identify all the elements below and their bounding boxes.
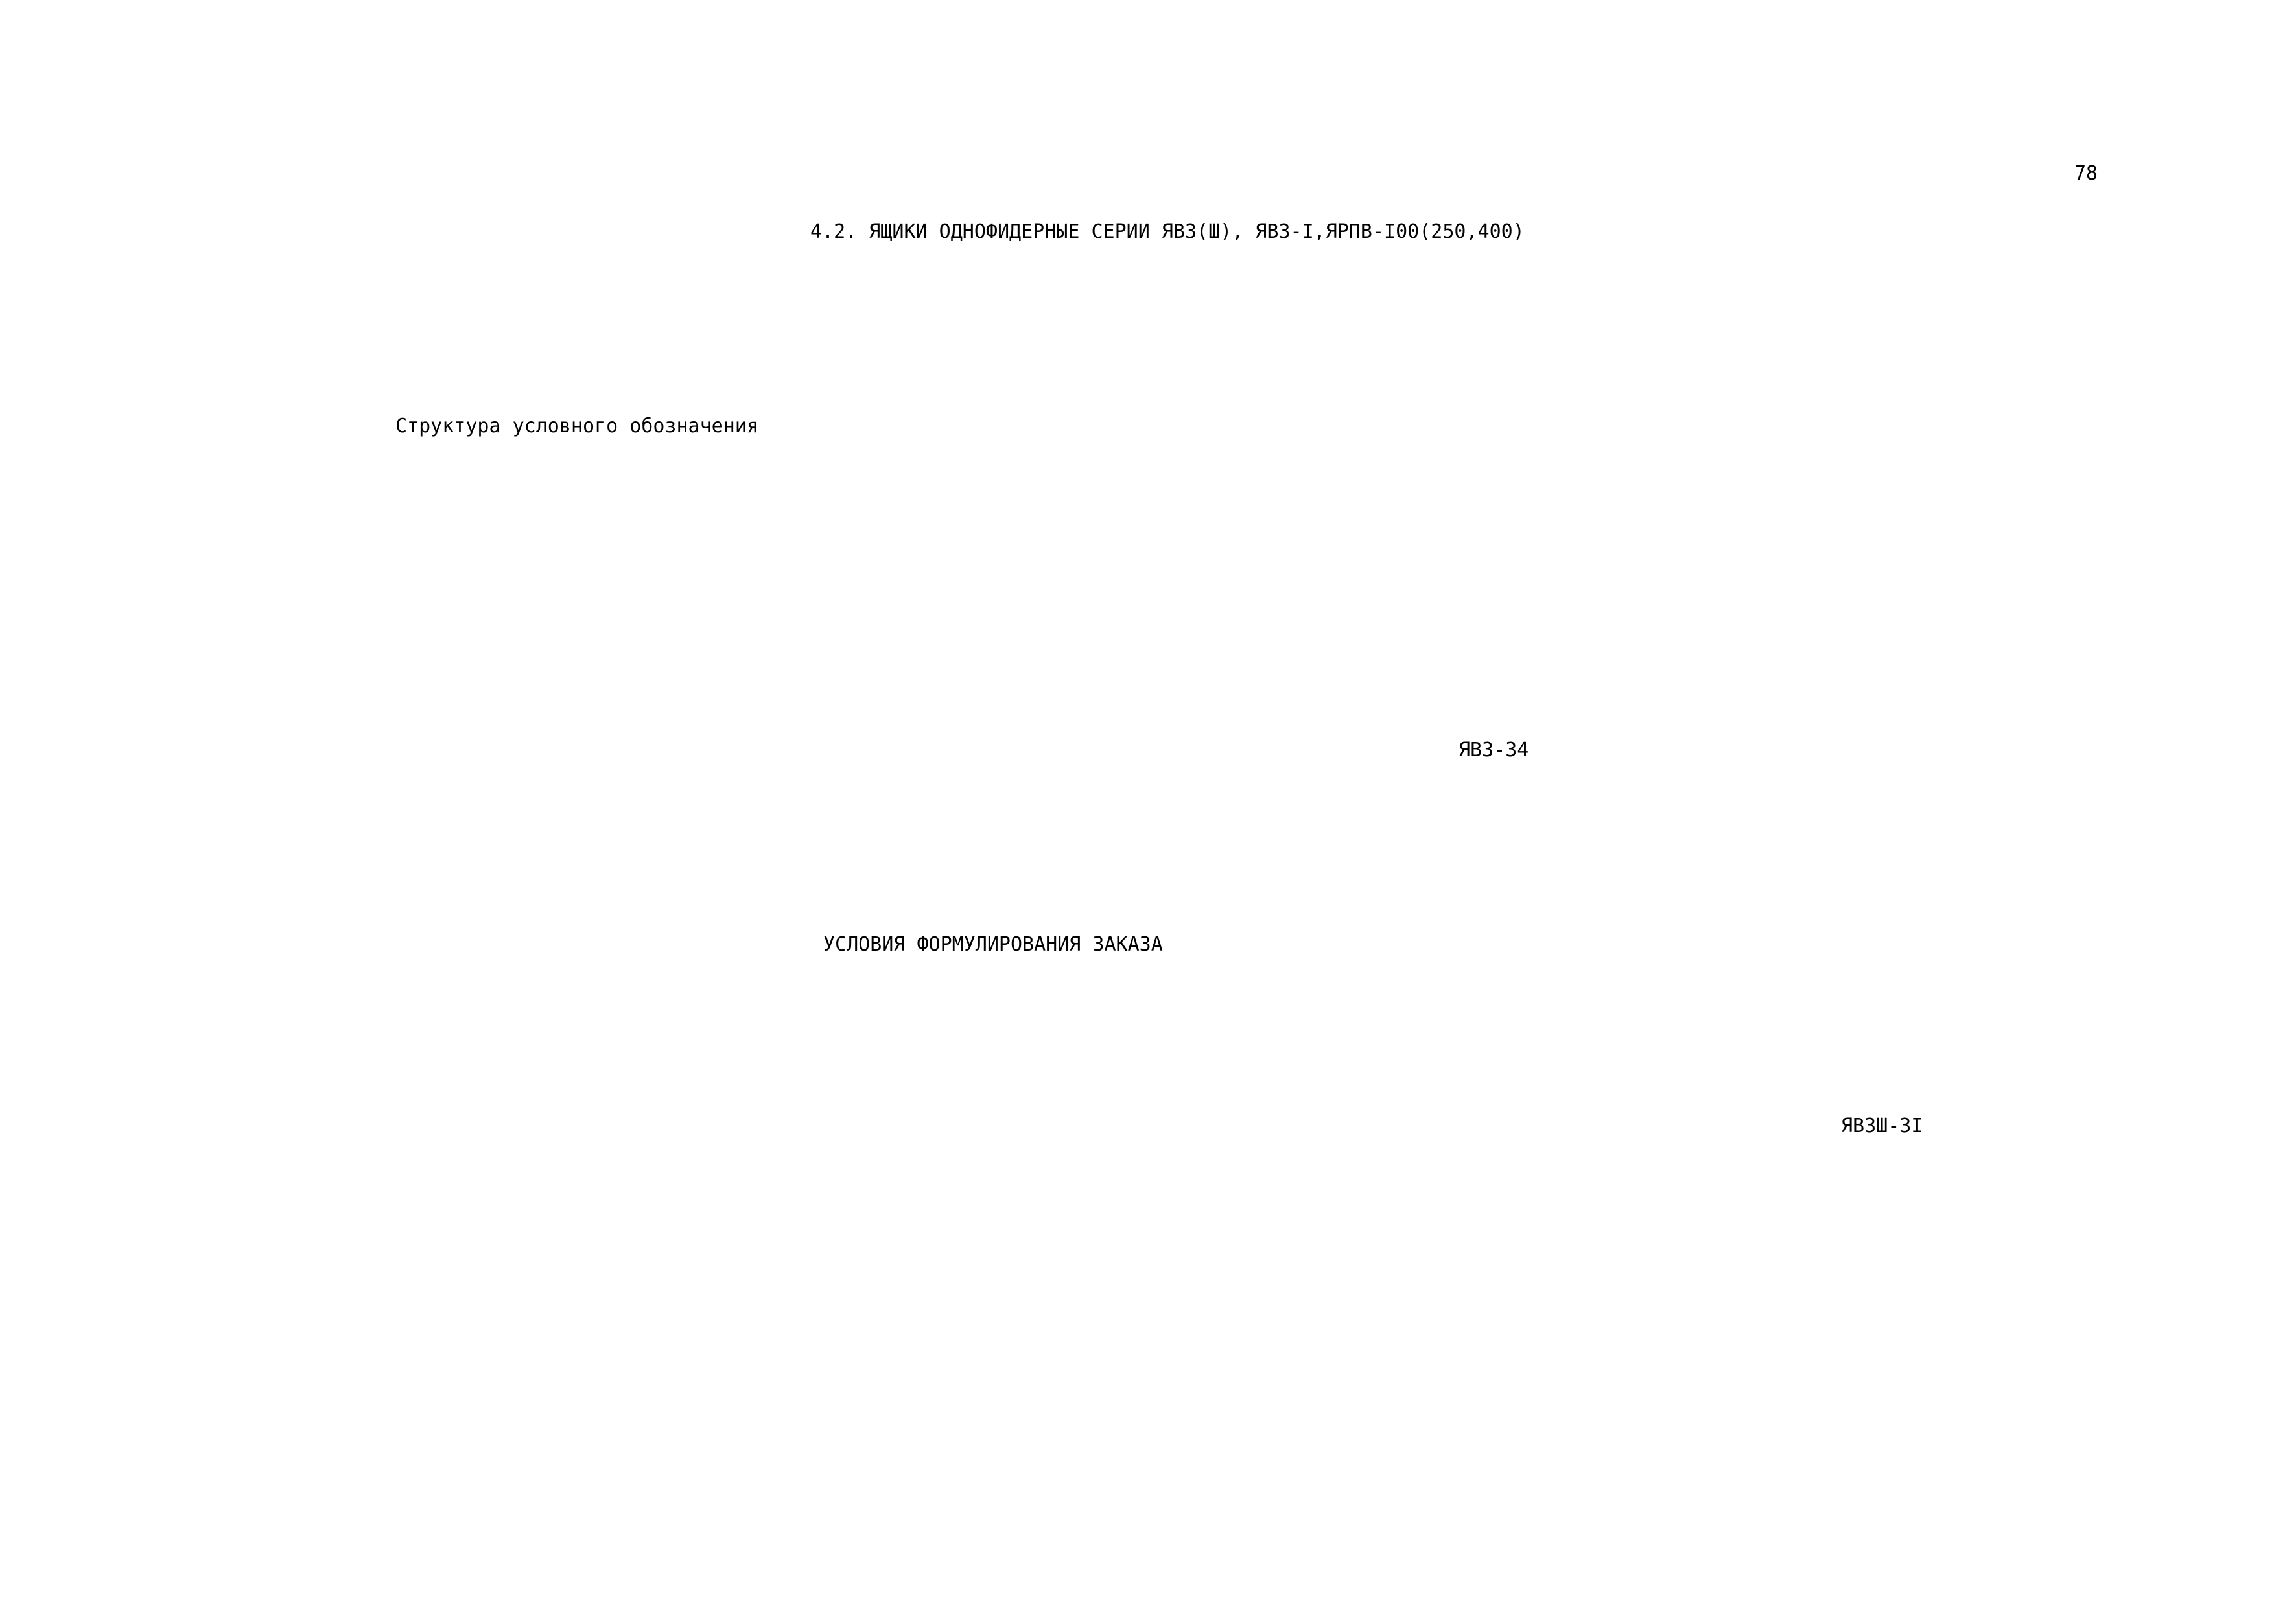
order-title: УСЛОВИЯ ФОРМУЛИРОВАНИЯ ЗАКАЗА — [823, 933, 1163, 956]
page-number: 78 — [2074, 162, 2098, 185]
heading: 4.2. ЯЩИКИ ОДНОФИДЕРНЫЕ СЕРИИ ЯВЗ(Ш), ЯВЗ-I,ЯРПВ-I00(250,400) — [810, 220, 1525, 243]
figure-label: ЯВЗШ-3I — [1841, 1115, 1923, 1137]
figure-label: ЯВЗ-34 — [1459, 739, 1529, 761]
structure-title: Структура условного обозначения — [395, 415, 758, 437]
